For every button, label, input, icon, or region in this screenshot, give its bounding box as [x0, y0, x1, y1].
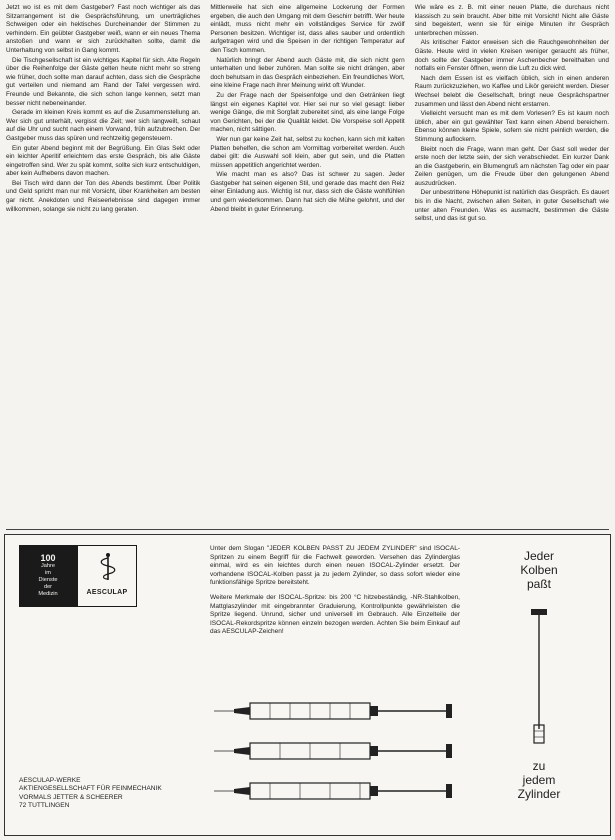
paragraph: Nach dem Essen ist es vielfach üblich, sich in einen anderen Raum zurückzuziehen, wo Kaffee und Likör gereicht werden. Dieser Wechsel belebt die Gesellschaft, bringt neue Gesprächspartner zusammen und lässt den Abend nicht erstarren.	[414, 74, 609, 108]
anniversary-seal	[19, 545, 77, 607]
paragraph: Die Tischgesellschaft ist ein wichtiges Kapitel für sich. Alte Regeln über die Reihenfolge der Gäste gelten heute nicht mehr so streng wie früher, doch sollte man darauf achten, dass sich die Gespräche gut verteilen und niemand am Rand der Tafel vergessen wird. Freunde und Bekannte, die sich schon lange kennen, setzt man besser nicht nebeneinander.	[6, 56, 201, 107]
seal-line: Medizin	[38, 591, 58, 597]
company-line: 72 TUTTLINGEN	[19, 802, 70, 810]
seal-line: der	[43, 584, 53, 590]
seal-line: im	[45, 570, 51, 576]
company-line: AKTIENGESELLSCHAFT FÜR FEINMECHANIK	[19, 785, 162, 793]
company-line: AESCULAP-WERKE	[19, 777, 81, 784]
seal-line: 100	[40, 553, 56, 563]
slogan-line: Kolben	[520, 563, 558, 577]
syringe-icon	[214, 783, 452, 799]
paragraph: Gerade im kleinen Kreis kommt es auf die Zusammenstellung an. Wer sich gut unterhält, vergisst die Zeit; wer sich langweilt, schaut auf die Uhr und sucht nach einem Vorwand, früh aufzubrechen. Der Gastgeber muss das spüren und rechtzeitig gegensteuern.	[6, 109, 201, 142]
syringe-icon	[214, 703, 452, 719]
section-divider	[6, 529, 609, 530]
company-line: VORMALS JETTER & SCHEERER	[19, 793, 123, 801]
brand-logo	[77, 545, 137, 607]
paragraph: Natürlich bringt der Abend auch Gäste mit, die sich nicht gern unterhalten und lieber zuhören. Man sollte sie nicht drängen, aber doch behutsam in das Gespräch einbeziehen. Ein freundliches Wort, eine kleine Frage nach ihrer Meinung wirkt oft Wunder.	[210, 56, 405, 90]
paragraph: Ein guter Abend beginnt mit der Begrüßung. Ein Glas Sekt oder ein leichter Aperitif erleichtern das erste Gespräch, bis alle Gäste eingetroffen sind. Wer zu spät kommt, sollte sich kurz entschuldigen, aber kein Aufhebens davon machen.	[6, 144, 201, 178]
slogan-bottom	[475, 759, 603, 801]
paragraph: Jetzt wo ist es mit dem Gastgeber? Fast noch wichtiger als das Sitzarrangement ist die Gesprächsführung, um unerträgliches Schweigen oder ein hektisches Durcheinander der Stimmen zu verhindern. Ein geübter Gastgeber weiß, wann er ein neues Thema anstoßen und wann er sich zurückhalten sollte, damit die Unterhaltung von selbst in Gang kommt.	[6, 4, 201, 54]
plunger-icon	[501, 609, 577, 749]
paragraph: Als kritischer Faktor erweisen sich die Rauchgewohnheiten der Gäste. Heute wird in vielen Kreisen weniger geraucht als früher, doch sollte der Gastgeber immer Aschenbecher bereithalten und notfalls ein Fenster öffnen, wenn die Luft zu dick wird.	[414, 39, 609, 73]
slogan-top	[475, 549, 603, 591]
slogan-line: jedem	[522, 773, 556, 787]
ad-copy	[210, 545, 460, 643]
slogan-line: Jeder	[523, 549, 555, 563]
paragraph: Wer nun gar keine Zeit hat, selbst zu kochen, kann sich mit kalten Platten behelfen, die schon am Vormittag vorbereitet werden. Auch dabei gilt: die Auswahl soll klein, aber gut sein, und die Platten müssen appetitlich angerichtet werden.	[210, 135, 405, 169]
syringe-illustration	[210, 685, 460, 815]
company-address	[19, 777, 179, 811]
seal-line: Dienste	[38, 577, 58, 583]
article-body	[6, 4, 609, 526]
caduceus-icon	[95, 552, 121, 582]
article-column-1	[6, 4, 200, 526]
ad-paragraph: Weitere Merkmale der ISOCAL-Spritze: bis 200 °C hitzebeständig, -NR-Stahlkolben, Mattglaszylinder mit eingebrannter Graduierung, Kontrollpunkte gewährleisten die Spritze liegend. Unrund, sicher und universell im Gebrauch. Alle Einzelteile der ISOCAL-Rekordspritze können einzeln bezogen werden. Achten Sie beim Einkauf auf das AESCULAP-Zeichen!	[210, 593, 460, 636]
paragraph: Der unbestrittene Höhepunkt ist natürlich das Gespräch. Es dauert bis in die Nacht, zwischen allen Seiten, in guter Gesellschaft wie unter alten Freunden. Was es ausmacht, bestimmen die Gäste selbst, und das ist gut so.	[414, 189, 609, 223]
brand-name: AESCULAP	[86, 589, 128, 596]
syringe-icon	[214, 743, 452, 759]
ad-slogan	[475, 549, 603, 819]
paragraph: Bei Tisch wird dann der Ton des Abends bestimmt. Über Politik und Geld spricht man nur mit Vorsicht, über Krankheiten am besten gar nicht. Anekdoten und Reiseerlebnisse sind dagegen immer willkommen, solange sie nicht zu lang geraten.	[6, 179, 201, 213]
paragraph: Bleibt noch die Frage, wann man geht. Der Gast soll weder der erste noch der letzte sein, der sich verabschiedet. Ein kurzer Dank an die Gastgeberin, ein Blumengruß am nächsten Tag oder ein paar Zeilen genügen, um die Freude über den gelungenen Abend auszudrücken.	[414, 145, 609, 187]
slogan-line: zu	[532, 759, 546, 773]
paragraph: Wie wäre es z. B. mit einer neuen Platte, die durchaus nicht klassisch zu sein braucht. Aber bitte mit Vorsicht! Nicht alle Gäste sind begeistert, wenn sie für einige Minuten ihr Gespräch unterbrechen müssen.	[414, 4, 609, 37]
paragraph: Wie macht man es also? Das ist schwer zu sagen. Jeder Gastgeber hat seinen eigenen Stil, und gerade das macht den Reiz einer Einladung aus. Wichtig ist nur, dass sich die Gäste wohlfühlen und gern wiederkommen. Dann hat sich die Mühe gelohnt, und der Abend bleibt in guter Erinnerung.	[210, 171, 405, 213]
article-column-2	[210, 4, 404, 526]
ad-paragraph: Unter dem Slogan "JEDER KOLBEN PASST ZU JEDEM ZYLINDER" sind ISOCAL-Spritzen zu einem Begriff für die Fachwelt geworden. Versehen das Zylinderglas einmal, wird es ein leichtes durch einen neuen ISOCAL-Zylinder ersetzt. Der vorhandene ISOCAL-Kolben passt ja zu jedem Zylinder, so dass sofort wieder eine funktionsfähige Spritze bereitsteht.	[210, 545, 460, 587]
paragraph: Zu der Frage nach der Speisenfolge und den Getränken liegt längst ein eigenes Kapitel vor. Hier sei nur so viel gesagt: lieber wenige Gänge, die mit Sorgfalt zubereitet sind, als eine lange Folge von Gerichten, bei der die Qualität leidet. Die Vorspeise soll Appetit machen, nicht sättigen.	[210, 91, 405, 134]
slogan-line: paßt	[526, 577, 551, 591]
seal-line: Jahre	[41, 563, 55, 569]
paragraph: Vielleicht versucht man es mit dem Vorlesen? Es ist kaum noch üblich, aber ein gut gewählter Text kann einen Abend bereichern. Ebenso können kleine Spiele, sofern sie nicht peinlich werden, die Stimmung auflockern.	[414, 110, 609, 143]
paragraph: Mittlerweile hat sich eine allgemeine Lockerung der Formen ergeben, die auch den Umgang mit dem Geschirr betrifft. Wer heute einlädt, muss nicht mehr ein vollständiges Service für zwölf Personen besitzen. Wichtiger ist, dass alles sauber und ordentlich aufgetragen wird und die Speisen in der richtigen Temperatur auf den Tisch kommen.	[210, 4, 405, 54]
slogan-line: Zylinder	[517, 787, 561, 801]
advertisement	[4, 534, 611, 836]
article-column-3	[415, 4, 609, 526]
